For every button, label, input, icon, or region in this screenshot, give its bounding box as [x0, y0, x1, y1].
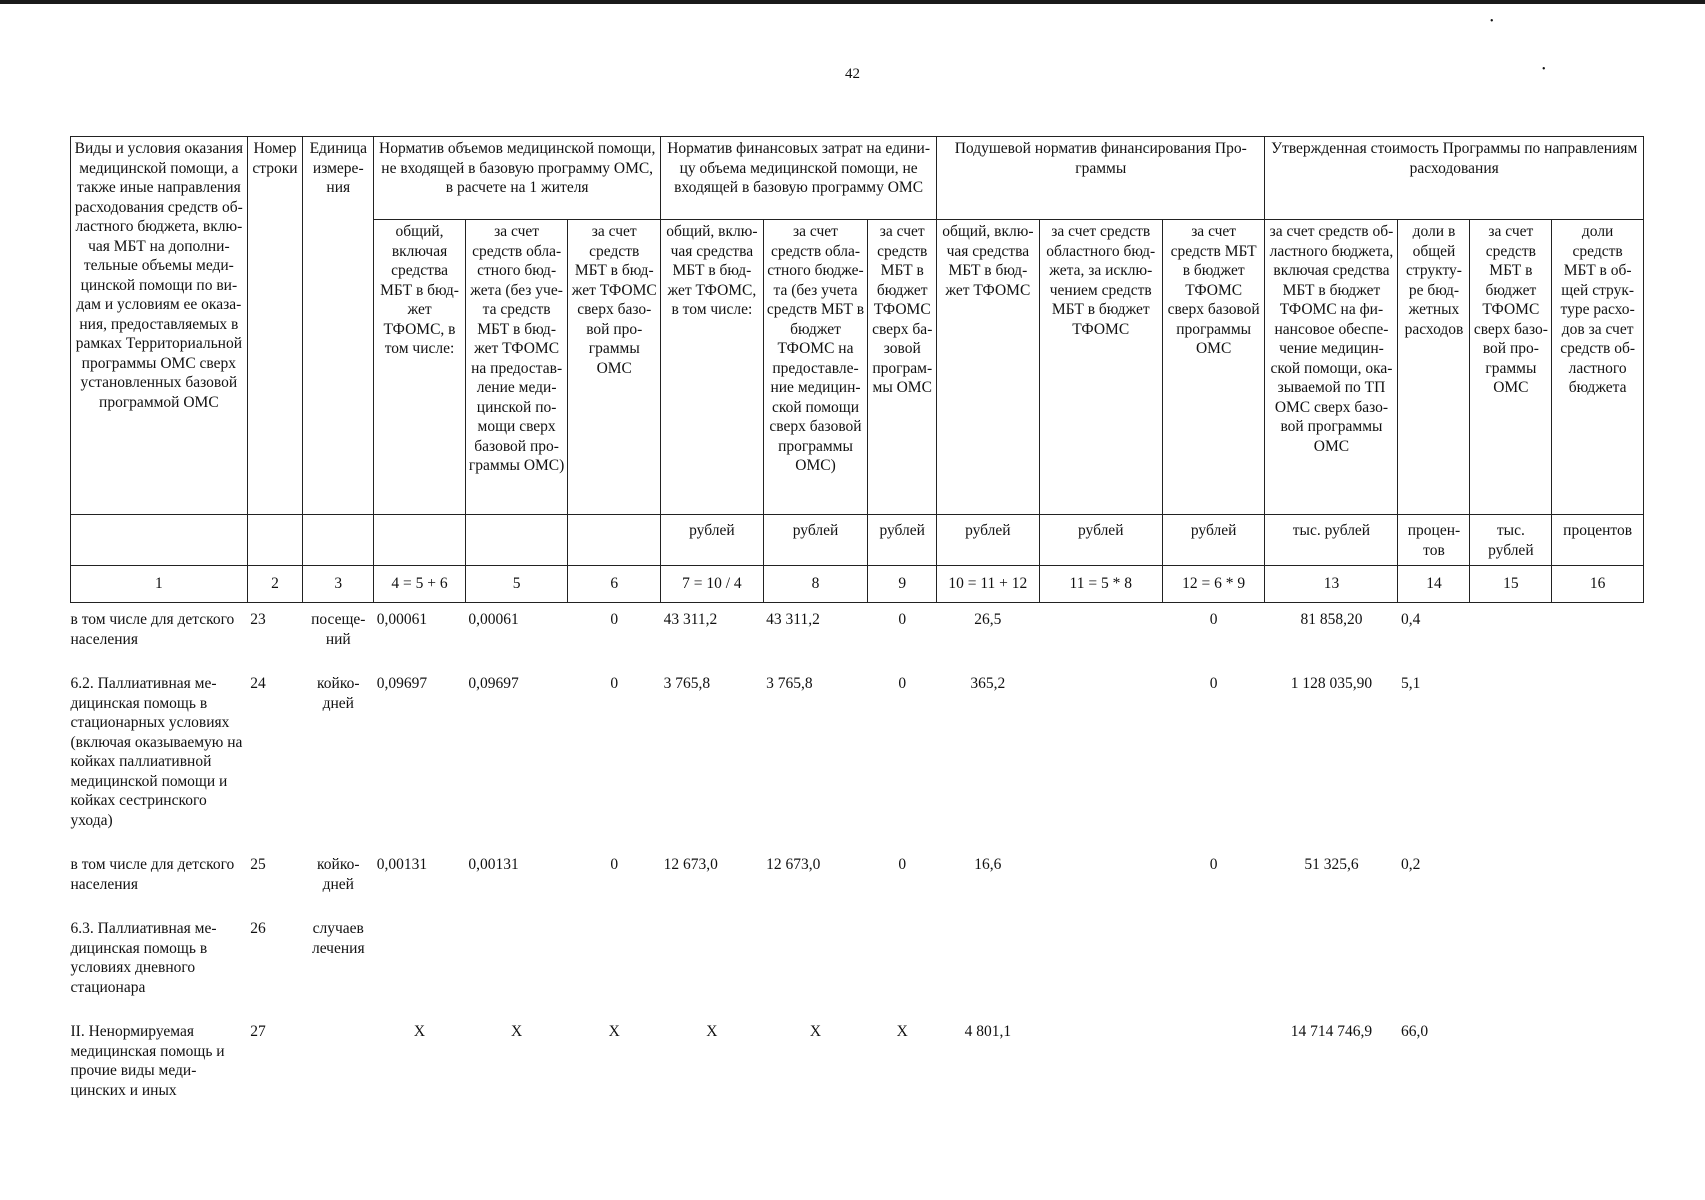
cell-value [661, 912, 764, 1015]
cell-value [1552, 667, 1644, 848]
row-label: 6.2. Паллиативная медицинская помощь в стационарных условиях (включая оказываемую на койках паллиативной медицинской помощи и койках сестринского ухода) [70, 675, 243, 829]
cell-value: 81 858,20 [1300, 611, 1363, 628]
cell-value [868, 912, 937, 1015]
cell-value: X [511, 1023, 523, 1040]
cell-value [1552, 912, 1644, 1015]
speck: • [1542, 64, 1546, 75]
cell-value: 0,2 [1400, 856, 1421, 873]
col-header-10: общий, включая средства МБТ в бюджет ТФОМС [937, 220, 1040, 515]
cell-value: 43 311,2 [766, 611, 820, 628]
unit-cell [303, 515, 374, 566]
col-number: 11 = 5 * 8 [1039, 566, 1162, 603]
cell-value: 16,6 [974, 856, 1002, 873]
speck: • [1490, 16, 1494, 27]
cell-value [1552, 1015, 1644, 1118]
cell-value [1265, 912, 1398, 1015]
group-header-cost: Норматив финансовых затрат на единицу объема медицинской помощи, не входящей в базовую программу ОМС [661, 137, 937, 220]
cell-value [1039, 848, 1162, 912]
col-number: 13 [1265, 566, 1398, 603]
col-header-4: общий, включая средства МБТ в бюджет ТФОМС, в том числе: [374, 220, 466, 515]
unit-cell: рублей [1039, 515, 1162, 566]
cell-value [1039, 667, 1162, 848]
col-header-6: за счет средств МБТ в бюджет ТФОМС сверх базовой программы ОМС [568, 220, 661, 515]
cell-value [763, 912, 868, 1015]
col-header-13: за счет средств областного бюджета, включая средства МБТ в бюджет ТФОМС на финансовое обеспечение медицинской помощи, оказываемой по ТП ОМС сверх базовой программы ОМС [1265, 220, 1398, 515]
cell-value: 0,09697 [468, 675, 519, 692]
col-number: 3 [303, 566, 374, 603]
cell-value: 1 128 035,90 [1290, 675, 1373, 692]
cell-value [1039, 912, 1162, 1015]
cell-value: 365,2 [970, 675, 1006, 692]
cell-value [1470, 667, 1552, 848]
page-number: 42 [845, 66, 860, 82]
unit-value: койко-дней [317, 675, 360, 712]
cell-value [374, 912, 466, 1015]
table-row [71, 912, 1644, 1015]
unit-cell: тыс. рублей [1470, 515, 1552, 566]
table-row [71, 1015, 1644, 1118]
cell-value [568, 912, 661, 1015]
cell-value [1039, 1015, 1162, 1118]
table-row [71, 603, 1644, 668]
cell-value: 0 [898, 611, 907, 628]
row-label: II. Ненормируемая медицинская помощь и прочие виды медицинских и иных [70, 1023, 225, 1099]
cell-value: 14 714 746,9 [1290, 1023, 1373, 1040]
cell-value: 0 [1209, 856, 1218, 873]
row-number: 25 [250, 856, 266, 873]
cell-value [937, 912, 1040, 1015]
col-number: 15 [1470, 566, 1552, 603]
col-header-8: за счет средств областного бюджета (без учета средств МБТ в бюджет ТФОМС на предоставление медицинской помощи сверх базовой программы ОМС) [763, 220, 868, 515]
col-header-12: за счет средств МБТ в бюджет ТФОМС сверх базовой программы ОМС [1162, 220, 1265, 515]
row-label: в том числе для детского населения [70, 611, 235, 648]
cell-value: 0 [898, 856, 907, 873]
col-number: 4 = 5 + 6 [374, 566, 466, 603]
cell-value: 0 [1209, 675, 1218, 692]
group-header-per-capita: Подушевой норматив финансирования Программы [937, 137, 1265, 220]
cell-value: 12 673,0 [766, 856, 821, 873]
cell-value: 51 325,6 [1304, 856, 1359, 873]
row-label: в том числе для детского населения [70, 856, 235, 893]
cell-value: 43 311,2 [663, 611, 718, 628]
cell-value: X [896, 1023, 908, 1040]
cell-value [1162, 1015, 1265, 1118]
row-number: 23 [250, 611, 266, 628]
cell-value [1470, 848, 1552, 912]
col-header-15: за счет средств МБТ в бюджет ТФОМС сверх базовой программы ОМС [1470, 220, 1552, 515]
cell-value [1552, 603, 1644, 668]
unit-cell: рублей [937, 515, 1040, 566]
cell-value: 5,1 [1400, 675, 1421, 692]
cell-value: 0,00061 [468, 611, 519, 628]
col-number: 6 [568, 566, 661, 603]
cell-value: X [706, 1023, 718, 1040]
cell-value: 0 [610, 675, 619, 692]
col-header-5: за счет средств областного бюджета (без учета средств МБТ в бюджет ТФОМС на предоставление медицинской помощи сверх базовой программы ОМС) [465, 220, 568, 515]
cell-value: 0 [1209, 611, 1218, 628]
unit-cell: процентов [1398, 515, 1470, 566]
cell-value: 12 673,0 [663, 856, 718, 873]
cell-value [1039, 603, 1162, 668]
cell-value: 0,00131 [376, 856, 428, 873]
col-number: 9 [868, 566, 937, 603]
group-header-program-cost: Утвержденная стоимость Программы по направлениям расходования [1265, 137, 1644, 220]
col-number: 5 [465, 566, 568, 603]
col-header-16: доли средств МБТ в общей структуре расходов за счет средств областного бюджета [1552, 220, 1644, 515]
cell-value: X [608, 1023, 620, 1040]
unit-value: койко-дней [317, 856, 360, 893]
cell-value: 0 [898, 675, 907, 692]
col-number: 14 [1398, 566, 1470, 603]
cell-value: 3 765,8 [663, 675, 711, 692]
unit-cell: рублей [1162, 515, 1265, 566]
col-header-9: за счет средств МБТ в бюджет ТФОМС сверх базовой программы ОМС [868, 220, 937, 515]
cell-value: X [809, 1023, 822, 1040]
col-number: 10 = 11 + 12 [937, 566, 1040, 603]
unit-cell: тыс. рублей [1265, 515, 1398, 566]
col-header-7: общий, включая средства МБТ в бюджет ТФОМС, в том числе: [661, 220, 764, 515]
cell-value: 0,00061 [376, 611, 428, 628]
unit-cell [568, 515, 661, 566]
col-number: 7 = 10 / 4 [661, 566, 764, 603]
col-header-14: доли в общей структуре бюджетных расходов [1398, 220, 1470, 515]
cell-value [465, 912, 568, 1015]
cell-value [1470, 603, 1552, 668]
col-number: 8 [763, 566, 868, 603]
table-row [71, 848, 1644, 912]
cell-value: 0 [610, 611, 619, 628]
cell-value: 0 [610, 856, 619, 873]
cell-value: 66,0 [1400, 1023, 1429, 1040]
row-label: 6.3. Паллиативная медицинская помощь в условиях дневного стационара [70, 920, 217, 996]
col-header-3: Единица измерения [303, 137, 374, 515]
program-cost-table [70, 136, 1644, 1118]
unit-cell [71, 515, 248, 566]
col-number: 1 [71, 566, 248, 603]
col-number: 12 = 6 * 9 [1162, 566, 1265, 603]
row-number: 24 [250, 675, 266, 692]
row-number: 26 [250, 920, 266, 937]
cell-value: 3 765,8 [766, 675, 813, 692]
unit-cell [247, 515, 303, 566]
unit-cell [465, 515, 568, 566]
cell-value: 4 801,1 [964, 1023, 1012, 1040]
unit-cell: рублей [763, 515, 868, 566]
unit-value: посещений [311, 611, 366, 648]
cell-value: 0,00131 [468, 856, 519, 873]
unit-cell: процентов [1552, 515, 1644, 566]
unit-value: случаев лечения [311, 920, 365, 957]
unit-cell: рублей [661, 515, 764, 566]
cell-value [1552, 848, 1644, 912]
cell-value: X [413, 1023, 426, 1040]
unit-cell [374, 515, 466, 566]
table-row [71, 667, 1644, 848]
cell-value: 26,5 [974, 611, 1002, 628]
col-number: 2 [247, 566, 303, 603]
col-number: 16 [1552, 566, 1644, 603]
col-header-11: за счет средств областного бюджета, за исключением средств МБТ в бюджет ТФОМС [1039, 220, 1162, 515]
top-rule [0, 0, 1705, 4]
cell-value [1398, 912, 1470, 1015]
cell-value: 0,09697 [376, 675, 428, 692]
cell-value [1470, 1015, 1552, 1118]
cell-value [1162, 912, 1265, 1015]
cell-value [1470, 912, 1552, 1015]
unit-value [303, 1015, 374, 1118]
row-number: 27 [250, 1023, 266, 1040]
unit-cell: рублей [868, 515, 937, 566]
cell-value: 0,4 [1400, 611, 1421, 628]
col-header-2: Номер строки [247, 137, 303, 515]
group-header-volume: Норматив объемов медицинской помощи, не входящей в базовую программу ОМС, в расчете на 1 жителя [374, 137, 661, 220]
col-header-1: Виды и условия оказания медицинской помощи, а также иные направления расходования средств областного бюджета, включая МБТ на дополнительные объемы медицинской помощи по видам и условиям ее оказания, предоставляемых в рамках Территориальной программы ОМС сверх установленных базовой программой ОМС [71, 137, 248, 515]
